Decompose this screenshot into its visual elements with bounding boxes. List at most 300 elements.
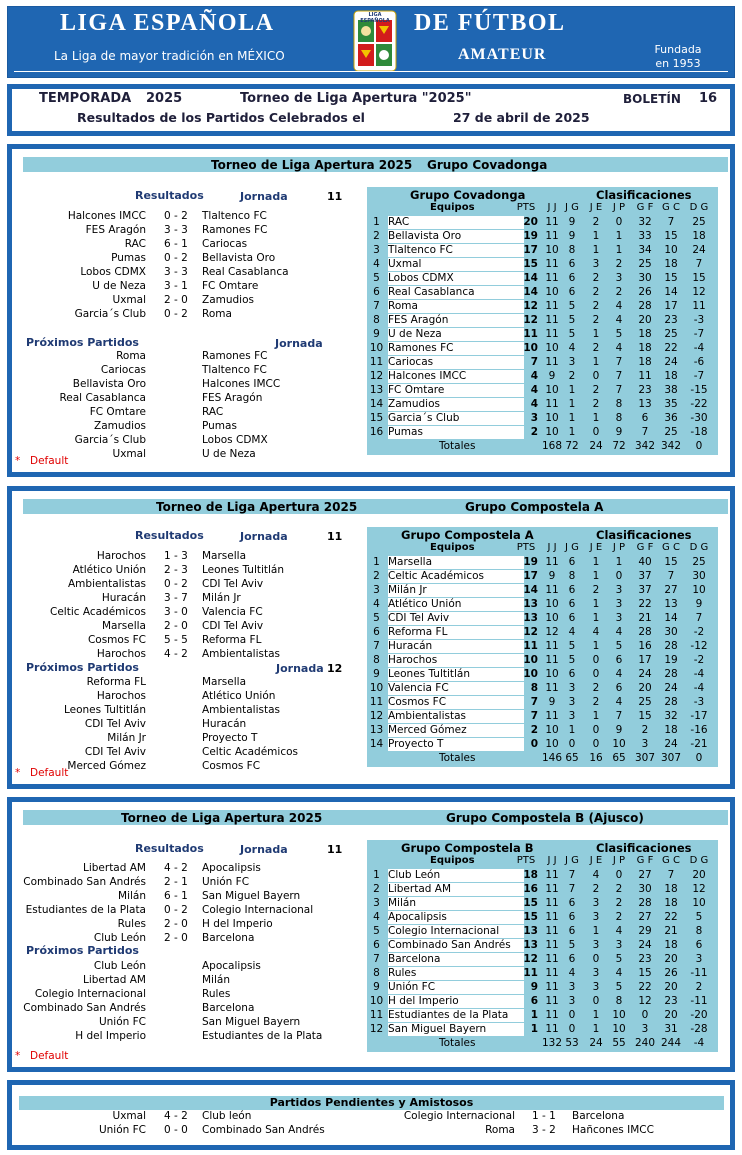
next-home-team: FC Omtare xyxy=(89,406,146,418)
column-header: G C xyxy=(662,202,680,213)
result-score: 3 - 0 xyxy=(164,606,188,618)
stat-value: 1 xyxy=(592,640,600,652)
team-name: Cosmos FC xyxy=(388,696,447,708)
next-home-team: Unión FC xyxy=(98,1016,146,1028)
points: 13 xyxy=(523,925,538,937)
stat-value: 0 xyxy=(592,995,600,1007)
stat-value: 5 xyxy=(568,300,576,312)
result-home-team: Pumas xyxy=(111,252,146,264)
team-name: Unión FC xyxy=(388,981,436,993)
stat-value: 3 xyxy=(568,696,576,708)
result-away-team: Roma xyxy=(202,308,232,320)
stat-value: 30 xyxy=(638,272,652,284)
founded-year: en 1953 xyxy=(655,57,701,70)
stat-value: 28 xyxy=(638,897,652,909)
column-header: PTS xyxy=(516,855,536,866)
points: 3 xyxy=(530,412,538,424)
stat-value: 6 xyxy=(568,925,576,937)
stat-value: 22 xyxy=(664,342,678,354)
column-header: G C xyxy=(662,855,680,866)
team-name: Valencia FC xyxy=(388,682,449,694)
stat-value: 11 xyxy=(545,300,559,312)
team-name: Cariocas xyxy=(388,356,434,368)
stat-value: 7 xyxy=(615,384,623,396)
stat-value: 11 xyxy=(692,300,706,312)
points: 12 xyxy=(523,300,538,312)
next-away-team: San Miguel Bayern xyxy=(202,1016,301,1028)
points: 4 xyxy=(530,398,538,410)
stat-value: 6 xyxy=(641,412,649,424)
bulletin-number: 16 xyxy=(699,91,718,106)
points: 19 xyxy=(523,230,538,242)
stat-value: -18 xyxy=(690,426,708,438)
points: 2 xyxy=(530,724,538,736)
stat-value: -20 xyxy=(690,1009,708,1021)
stat-value: 11 xyxy=(545,216,559,228)
result-home-team: Celtic Académicos xyxy=(50,606,146,618)
rank: 6 xyxy=(373,626,380,638)
stat-value: 37 xyxy=(638,584,652,596)
stat-value: 15 xyxy=(664,556,678,568)
stat-value: 5 xyxy=(568,939,576,951)
stat-value: 4 xyxy=(568,342,576,354)
stat-value: 10 xyxy=(545,342,559,354)
stat-value: -22 xyxy=(690,398,708,410)
pending-home-team: Unión FC xyxy=(98,1124,146,1136)
next-jornada-heading: Jornada xyxy=(276,662,324,675)
stat-value: 7 xyxy=(615,356,623,368)
stat-value: 2 xyxy=(615,897,623,909)
stat-value: 0 xyxy=(592,668,600,680)
stat-value: 16 xyxy=(638,640,652,652)
next-away-team: Milán xyxy=(202,974,230,986)
stat-value: -30 xyxy=(690,412,708,424)
column-header: D G xyxy=(689,542,709,553)
result-score: 3 - 1 xyxy=(164,280,188,292)
stat-value: 6 xyxy=(568,911,576,923)
column-header: J J xyxy=(547,855,557,866)
next-home-team: Reforma FL xyxy=(86,676,146,688)
stat-value: 5 xyxy=(615,953,623,965)
stat-value: 12 xyxy=(545,626,559,638)
stat-value: 0 xyxy=(592,738,600,750)
rank: 12 xyxy=(369,1023,384,1035)
result-home-team: Atlético Unión xyxy=(72,564,146,576)
stat-value: 10 xyxy=(545,426,559,438)
group-name: Grupo Covadonga xyxy=(427,158,548,172)
stat-value: 0 xyxy=(592,654,600,666)
stat-value: 6 xyxy=(695,939,703,951)
stat-value: 37 xyxy=(638,570,652,582)
stat-value: 6 xyxy=(568,668,576,680)
result-home-team: Libertad AM xyxy=(82,862,146,874)
points: 11 xyxy=(523,640,538,652)
stat-value: 26 xyxy=(638,286,652,298)
stat-value: 21 xyxy=(664,925,678,937)
pending-away-team: Club león xyxy=(202,1110,252,1122)
stat-value: 11 xyxy=(545,654,559,666)
next-away-team: U de Neza xyxy=(202,448,256,460)
team-name: RAC xyxy=(388,216,410,228)
stat-value: 6 xyxy=(615,654,623,666)
pending-score: 3 - 2 xyxy=(532,1124,556,1136)
stat-value: 3 xyxy=(592,897,600,909)
stat-value: 1 xyxy=(592,925,600,937)
stat-value: 13 xyxy=(638,398,652,410)
stat-value: 11 xyxy=(545,314,559,326)
stat-value: 4 xyxy=(568,967,576,979)
team-name: Ambientalistas xyxy=(388,710,466,722)
stat-value: -3 xyxy=(693,314,705,326)
team-name: Bellavista Oro xyxy=(388,230,462,242)
stat-value: 17 xyxy=(664,300,678,312)
next-home-team: Real Casablanca xyxy=(59,392,146,404)
total-value: 342 xyxy=(660,440,682,452)
stat-value: 0 xyxy=(592,426,600,438)
team-name: Pumas xyxy=(388,426,423,438)
stat-value: 10 xyxy=(545,384,559,396)
stat-value: 5 xyxy=(615,981,623,993)
result-away-team: Valencia FC xyxy=(202,606,263,618)
result-away-team: San Miguel Bayern xyxy=(202,890,301,902)
stat-value: 25 xyxy=(638,696,652,708)
stat-value: 1 xyxy=(615,230,623,242)
stat-value: 9 xyxy=(548,370,556,382)
stat-value: 1 xyxy=(615,244,623,256)
stat-value: 2 xyxy=(615,286,623,298)
rank: 1 xyxy=(373,556,380,568)
equipos-heading: Equipos xyxy=(430,542,475,553)
stat-value: 4 xyxy=(615,696,623,708)
stat-value: 4 xyxy=(615,342,623,354)
result-score: 3 - 3 xyxy=(164,266,188,278)
stat-value: 11 xyxy=(545,869,559,881)
stat-value: 27 xyxy=(664,584,678,596)
stat-value: 15 xyxy=(638,710,652,722)
tournament-name: Torneo de Liga Apertura 2025 xyxy=(156,500,358,514)
stat-value: 25 xyxy=(664,426,678,438)
total-value: 0 xyxy=(695,440,703,452)
points: 18 xyxy=(523,869,538,881)
stat-value: 4 xyxy=(615,668,623,680)
results-heading: Resultados xyxy=(135,189,204,202)
default-label: Default xyxy=(30,455,69,467)
next-matches-heading: Próximos Partidos xyxy=(26,944,139,957)
stat-value: 15 xyxy=(664,272,678,284)
result-away-team: Leones Tultitlán xyxy=(202,564,285,576)
stat-value: 12 xyxy=(692,883,706,895)
result-score: 2 - 1 xyxy=(164,876,188,888)
stat-value: 5 xyxy=(568,654,576,666)
league-crest-logo xyxy=(353,10,397,72)
stat-value: 4 xyxy=(592,869,600,881)
stat-value: 25 xyxy=(692,556,706,568)
stat-value: 34 xyxy=(638,244,652,256)
total-value: 53 xyxy=(565,1037,579,1049)
pending-matches-box xyxy=(7,1080,735,1150)
stat-value: 40 xyxy=(638,556,652,568)
standings-title: Clasificaciones xyxy=(596,841,692,855)
result-score: 2 - 3 xyxy=(164,564,188,576)
crest-text: LIGA ESPAÑOLA xyxy=(360,12,390,24)
next-jornada-heading: Jornada xyxy=(275,337,323,350)
stat-value: 8 xyxy=(568,244,576,256)
total-value: 307 xyxy=(660,752,682,764)
stat-value: 24 xyxy=(664,738,678,750)
stat-value: 1 xyxy=(568,384,576,396)
stat-value: 2 xyxy=(592,696,600,708)
result-away-team: Milán Jr xyxy=(202,592,241,604)
stat-value: 4 xyxy=(615,925,623,937)
stat-value: 29 xyxy=(638,925,652,937)
next-home-team: Combinado San Andrés xyxy=(23,1002,146,1014)
stat-value: 18 xyxy=(664,939,678,951)
default-label: Default xyxy=(30,1050,69,1062)
stat-value: 1 xyxy=(568,412,576,424)
stat-value: 1 xyxy=(592,356,600,368)
rank: 9 xyxy=(373,981,380,993)
stat-value: 10 xyxy=(612,1023,626,1035)
tournament-name: Torneo de Liga Apertura 2025 xyxy=(211,158,413,172)
stat-value: 22 xyxy=(638,598,652,610)
next-home-team: CDI Tel Aviv xyxy=(84,718,146,730)
season-year: 2025 xyxy=(146,91,183,106)
result-away-team: CDI Tel Aviv xyxy=(202,620,264,632)
points: 12 xyxy=(523,314,538,326)
stat-value: 1 xyxy=(568,724,576,736)
next-home-team: Garcia´s Club xyxy=(74,434,146,446)
stat-value: 23 xyxy=(664,995,678,1007)
stat-value: 18 xyxy=(664,724,678,736)
result-away-team: Zamudios xyxy=(202,294,254,306)
stat-value: 28 xyxy=(638,300,652,312)
team-name: Club León xyxy=(388,869,441,881)
result-home-team: Estudiantes de la Plata xyxy=(25,904,146,916)
standings-group-title: Grupo Covadonga xyxy=(410,188,526,202)
stat-value: 2 xyxy=(592,314,600,326)
stat-value: 5 xyxy=(568,640,576,652)
stat-value: 2 xyxy=(592,272,600,284)
next-away-team: Rules xyxy=(202,988,231,1000)
stat-value: 6 xyxy=(615,682,623,694)
stat-value: 10 xyxy=(545,612,559,624)
points: 14 xyxy=(523,286,538,298)
rank: 5 xyxy=(373,272,380,284)
next-away-team: Estudiantes de la Plata xyxy=(202,1030,323,1042)
stat-value: 10 xyxy=(545,738,559,750)
stat-value: 14 xyxy=(664,286,678,298)
team-name: Celtic Académicos xyxy=(388,570,484,582)
stat-value: 3 xyxy=(568,682,576,694)
stat-value: -6 xyxy=(693,356,705,368)
team-name: Leones Tultitlán xyxy=(388,668,471,680)
stat-value: 24 xyxy=(638,668,652,680)
jornada-heading: Jornada xyxy=(240,190,288,203)
stat-value: -3 xyxy=(693,696,705,708)
stat-value: 0 xyxy=(592,370,600,382)
stat-value: 3 xyxy=(592,258,600,270)
result-away-team: CDI Tel Aviv xyxy=(202,578,264,590)
total-value: 240 xyxy=(634,1037,656,1049)
result-away-team: Colegio Internacional xyxy=(202,904,314,916)
stat-value: 6 xyxy=(568,584,576,596)
next-away-team: RAC xyxy=(202,406,224,418)
stat-value: 1 xyxy=(592,328,600,340)
rank: 3 xyxy=(373,584,380,596)
stat-value: 1 xyxy=(592,1023,600,1035)
stat-value: 10 xyxy=(692,584,706,596)
stat-value: 24 xyxy=(664,356,678,368)
pending-title: Partidos Pendientes y Amistosos xyxy=(19,1096,724,1110)
next-away-team: Halcones IMCC xyxy=(202,378,281,390)
result-home-team: Harochos xyxy=(96,648,146,660)
result-away-team: FC Omtare xyxy=(202,280,259,292)
result-home-team: FES Aragón xyxy=(85,224,146,236)
next-away-team: Marsella xyxy=(202,676,247,688)
team-name: Milán Jr xyxy=(388,584,427,596)
stat-value: 10 xyxy=(612,1009,626,1021)
result-score: 0 - 2 xyxy=(164,252,188,264)
column-header: J G xyxy=(565,855,579,866)
stat-value: 23 xyxy=(638,384,652,396)
stat-value: 9 xyxy=(615,426,623,438)
points: 13 xyxy=(523,612,538,624)
stat-value: 11 xyxy=(545,710,559,722)
next-away-team: Atlético Unión xyxy=(202,690,276,702)
result-home-team: Marsella xyxy=(101,620,146,632)
stat-value: 11 xyxy=(638,370,652,382)
rank: 7 xyxy=(373,300,380,312)
result-score: 0 - 2 xyxy=(164,308,188,320)
stat-value: 6 xyxy=(568,556,576,568)
points: 17 xyxy=(523,244,538,256)
result-score: 4 - 2 xyxy=(164,648,188,660)
stat-value: 9 xyxy=(568,216,576,228)
next-home-team: Cariocas xyxy=(100,364,146,376)
stat-value: 10 xyxy=(545,598,559,610)
stat-value: 6 xyxy=(568,286,576,298)
rank: 6 xyxy=(373,286,380,298)
stat-value: 30 xyxy=(664,626,678,638)
rank: 7 xyxy=(373,640,380,652)
column-header: J J xyxy=(547,542,557,553)
totals-label: Totales xyxy=(439,440,476,452)
next-away-team: Huracán xyxy=(202,718,247,730)
stat-value: 1 xyxy=(592,230,600,242)
stat-value: 7 xyxy=(615,370,623,382)
pending-score: 1 - 1 xyxy=(532,1110,556,1122)
results-heading: Resultados xyxy=(135,529,204,542)
rank: 3 xyxy=(373,897,380,909)
stat-value: 3 xyxy=(615,272,623,284)
total-value: 168 xyxy=(541,440,563,452)
league-subtitle: La Liga de mayor tradición en MÉXICO xyxy=(54,49,285,63)
header-banner xyxy=(7,6,735,78)
stat-value: 28 xyxy=(638,626,652,638)
stat-value: -11 xyxy=(690,995,708,1007)
points: 10 xyxy=(523,654,538,666)
column-header: G C xyxy=(662,542,680,553)
rank: 4 xyxy=(373,598,380,610)
stat-value: 33 xyxy=(638,230,652,242)
stat-value: 10 xyxy=(692,897,706,909)
result-home-team: Harochos xyxy=(96,550,146,562)
stat-value: 3 xyxy=(592,967,600,979)
stat-value: -7 xyxy=(693,370,705,382)
stat-value: 20 xyxy=(638,682,652,694)
stat-value: 0 xyxy=(592,953,600,965)
points: 13 xyxy=(523,939,538,951)
stat-value: 9 xyxy=(568,230,576,242)
total-value: 55 xyxy=(612,1037,626,1049)
stat-value: 24 xyxy=(692,244,706,256)
stat-value: 3 xyxy=(641,738,649,750)
next-home-team: CDI Tel Aviv xyxy=(84,746,146,758)
stat-value: 1 xyxy=(592,412,600,424)
result-away-team: Ramones FC xyxy=(202,224,268,236)
jornada-heading: Jornada xyxy=(240,530,288,543)
rank: 4 xyxy=(373,258,380,270)
group-section xyxy=(7,486,735,789)
stat-value: 30 xyxy=(638,883,652,895)
stat-value: 2 xyxy=(615,911,623,923)
stat-value: 11 xyxy=(545,967,559,979)
result-away-team: H del Imperio xyxy=(202,918,273,930)
result-away-team: Tlaltenco FC xyxy=(202,210,267,222)
pending-home-team: Uxmal xyxy=(112,1110,146,1122)
stat-value: 7 xyxy=(568,883,576,895)
jornada-number: 11 xyxy=(327,190,343,203)
result-score: 2 - 0 xyxy=(164,294,188,306)
stat-value: 6 xyxy=(568,953,576,965)
stat-value: 4 xyxy=(615,314,623,326)
result-score: 2 - 0 xyxy=(164,918,188,930)
stat-value: 24 xyxy=(638,939,652,951)
jornada-number: 11 xyxy=(327,843,343,856)
rank: 11 xyxy=(369,696,384,708)
stat-value: 25 xyxy=(664,328,678,340)
stat-value: 14 xyxy=(664,612,678,624)
stat-value: 3 xyxy=(695,953,703,965)
stat-value: 13 xyxy=(664,598,678,610)
stat-value: 18 xyxy=(692,230,706,242)
next-home-team: Zamudios xyxy=(94,420,146,432)
team-name: Reforma FL xyxy=(388,626,448,638)
stat-value: 1 xyxy=(592,598,600,610)
next-home-team: Club León xyxy=(93,960,146,972)
column-header: J E xyxy=(589,202,603,213)
stat-value: 22 xyxy=(638,981,652,993)
stat-value: 11 xyxy=(545,883,559,895)
stat-value: 2 xyxy=(592,398,600,410)
stat-value: 1 xyxy=(592,710,600,722)
stat-value: 30 xyxy=(692,570,706,582)
stat-value: 0 xyxy=(568,738,576,750)
rank: 13 xyxy=(369,724,384,736)
stat-value: 36 xyxy=(664,412,678,424)
stat-value: 11 xyxy=(545,584,559,596)
points: 7 xyxy=(530,696,538,708)
stat-value: 25 xyxy=(638,258,652,270)
stat-value: 4 xyxy=(592,626,600,638)
stat-value: 10 xyxy=(545,724,559,736)
rank: 8 xyxy=(373,654,380,666)
stat-value: -15 xyxy=(690,384,708,396)
stat-value: 6 xyxy=(568,612,576,624)
result-home-team: Lobos CDMX xyxy=(80,266,146,278)
rank: 14 xyxy=(369,738,384,750)
stat-value: 0 xyxy=(641,1009,649,1021)
